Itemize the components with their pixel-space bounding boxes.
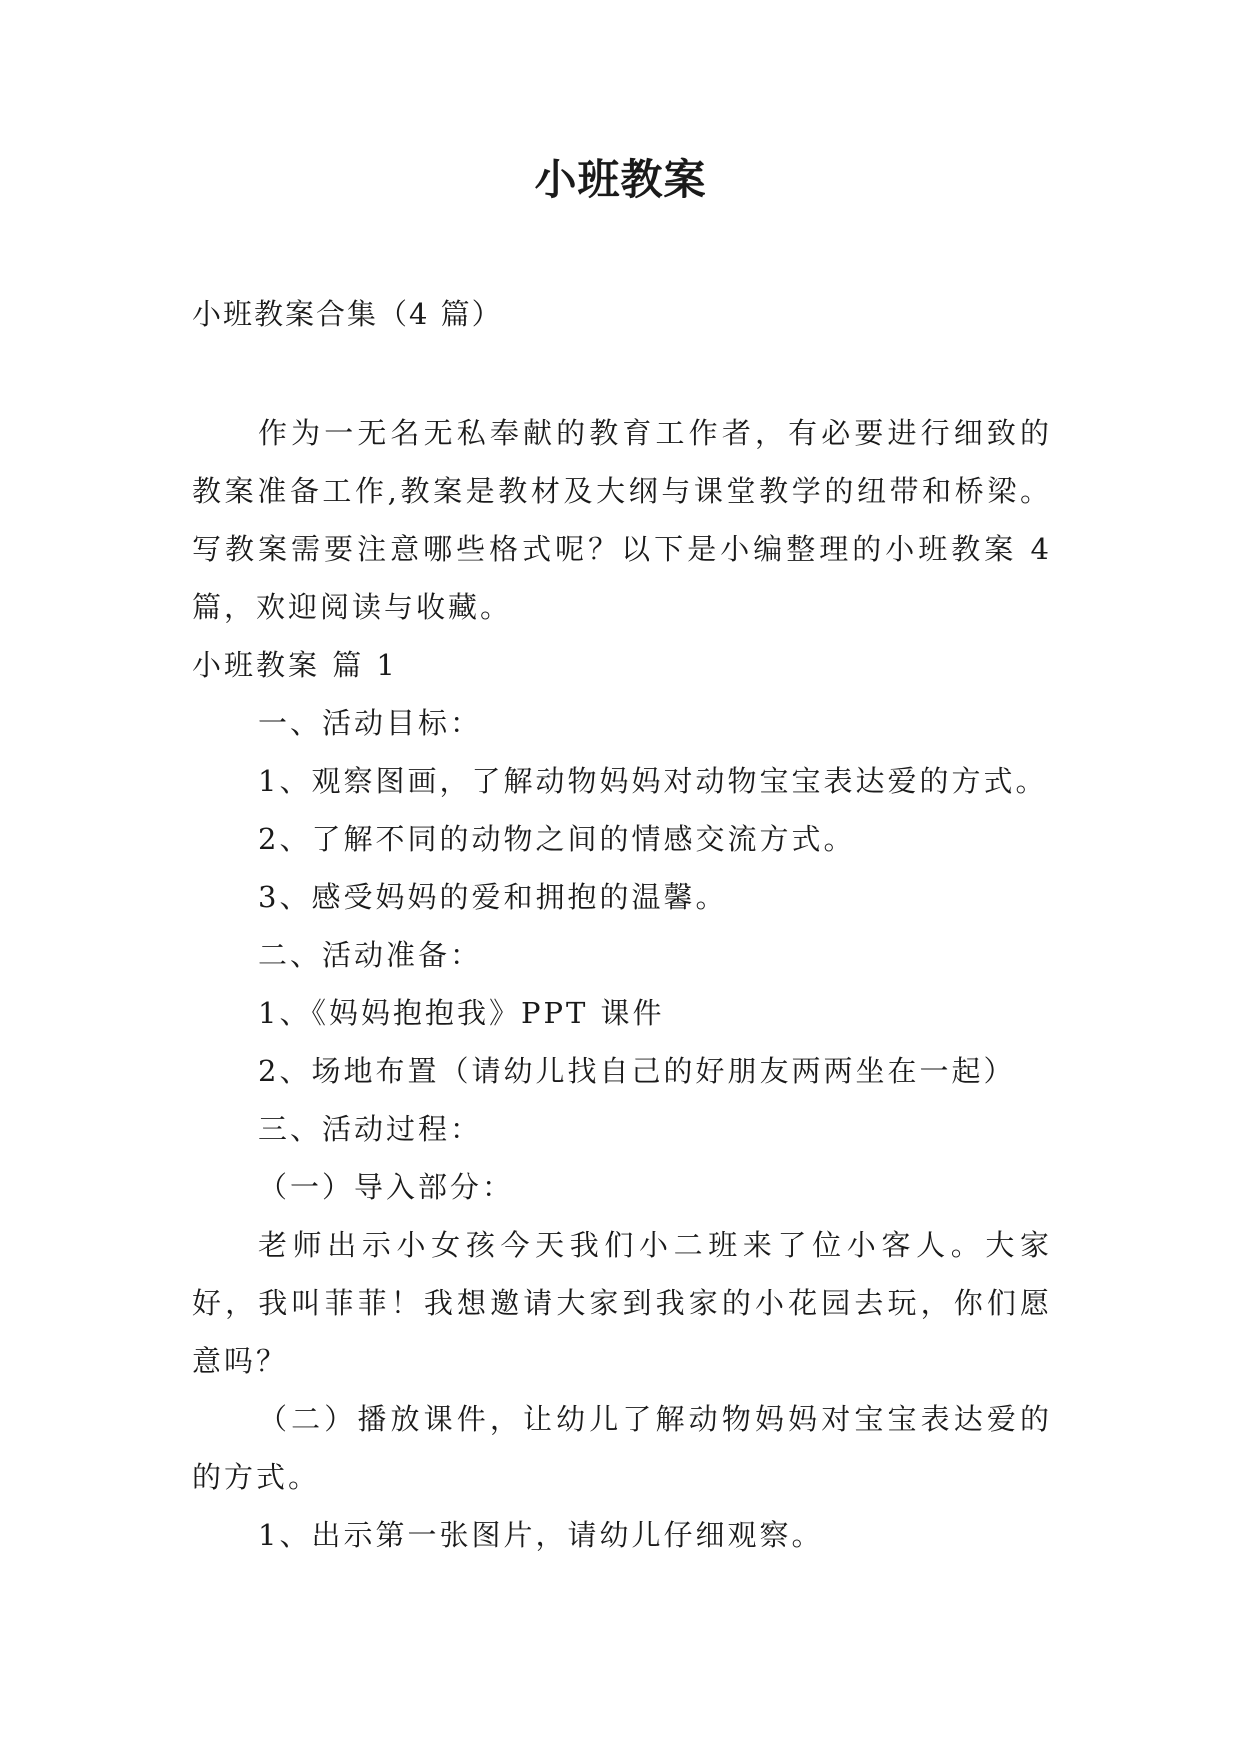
paragraph: 小班教案 篇 1 [192, 648, 398, 682]
paragraph: 3、感受妈妈的爱和拥抱的温馨。 [258, 880, 728, 914]
document-body [192, 404, 1052, 1564]
paragraph: 三、活动过程： [258, 1112, 483, 1146]
paragraph: 二、活动准备： [258, 938, 483, 972]
paragraph: 1、《妈妈抱抱我》PPT 课件 [258, 996, 665, 1030]
paragraph: 老师出示小女孩今天我们小二班来了位小客人。大家好，我叫菲菲！我想邀请大家到我家的小花园去玩，你们愿意吗？ [192, 1228, 1052, 1378]
paragraph: 2、了解不同的动物之间的情感交流方式。 [258, 822, 856, 856]
paragraph: 1、出示第一张图片，请幼儿仔细观察。 [258, 1518, 824, 1552]
document-subtitle: 小班教案合集（4 篇） [192, 297, 503, 331]
paragraph: （一）导入部分： [258, 1170, 515, 1204]
document-title: 小班教案 [534, 155, 707, 204]
paragraph: 2、场地布置（请幼儿找自己的好朋友两两坐在一起） [258, 1054, 1016, 1088]
paragraph: 1、观察图画，了解动物妈妈对动物宝宝表达爱的方式。 [258, 764, 1048, 798]
paragraph: 作为一无名无私奉献的教育工作者，有必要进行细致的教案准备工作,教案是教材及大纲与课堂教学的纽带和桥梁。写教案需要注意哪些格式呢？以下是小编整理的小班教案 4 篇，欢迎阅读与收藏。 [192, 416, 1052, 624]
paragraph: 一、活动目标： [258, 706, 483, 740]
paragraph: （二）播放课件，让幼儿了解动物妈妈对宝宝表达爱的的方式。 [192, 1402, 1052, 1494]
